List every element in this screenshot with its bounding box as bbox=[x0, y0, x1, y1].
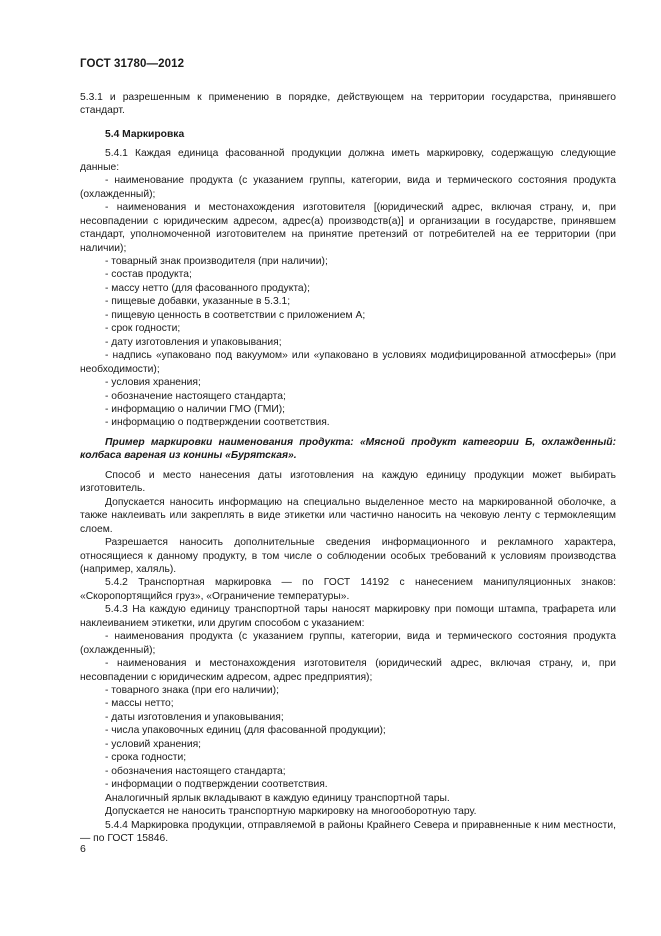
paragraph: - обозначение настоящего стандарта; bbox=[105, 390, 286, 402]
paragraph: - информацию о наличии ГМО (ГМИ); bbox=[105, 403, 286, 415]
paragraph: - дату изготовления и упаковывания; bbox=[105, 336, 282, 348]
paragraph: - товарного знака (при его наличии); bbox=[105, 685, 279, 697]
paragraph: - пищевую ценность в соответствии с приложением А; bbox=[105, 309, 366, 321]
paragraph: - массы нетто; bbox=[105, 698, 174, 710]
paragraph: Способ и место нанесения даты изготовления на каждую единицу продукции может выбирать изготовитель. bbox=[80, 469, 616, 495]
section-heading: 5.4 Маркировка bbox=[105, 128, 185, 140]
paragraph: - наименования продукта (с указанием группы, категории, вида и термического состояния продукта (охлажденный); bbox=[80, 631, 616, 656]
paragraph: - наименования и местонахождения изготовителя [(юридический адрес, включая страну, и, при несовпадении с юридическим адресом, адрес(а) производств(а)] и организации в государстве, принявшем стандарт, уполномоченной изготовителем на принятие претензий от потребителей на ее территории (при наличии); bbox=[80, 202, 616, 254]
example-paragraph: Пример маркировки наименования продукта: «Мясной продукт категории Б, охлажденный: колбаса вареная из конины «Бурятская». bbox=[80, 436, 616, 462]
paragraph: - числа упаковочных единиц (для фасованной продукции); bbox=[105, 725, 386, 737]
page-header: ГОСТ 31780—2012 bbox=[80, 58, 185, 70]
paragraph: - даты изготовления и упаковывания; bbox=[105, 711, 284, 723]
paragraph: - информацию о подтверждении соответствия. bbox=[105, 417, 330, 429]
paragraph: - срок годности; bbox=[105, 323, 181, 335]
paragraph: 5.4.2 Транспортная маркировка — по ГОСТ 14192 с нанесением манипуляционных знаков: «Скоропортящийся груз», «Ограничение температуры». bbox=[80, 577, 616, 602]
paragraph: - состав продукта; bbox=[105, 269, 192, 281]
paragraph: - срока годности; bbox=[105, 752, 187, 764]
paragraph: - наименования и местонахождения изготовителя (юридический адрес, включая страну, и, при несовпадении с юридическим адресом, адрес предприятия); bbox=[80, 658, 616, 683]
paragraph: - условий хранения; bbox=[105, 738, 202, 750]
paragraph: 5.4.4 Маркировка продукции, отправляемой в районы Крайнего Севера и приравненные к ним местности, — по ГОСТ 15846. bbox=[80, 819, 616, 845]
paragraph: Допускается наносить информацию на специально выделенное место на маркированной оболочке, а также наклеивать или закреплять в виде этикетки или частично наносить на чековую ленту с термоклеящим слоем. bbox=[80, 496, 616, 535]
paragraph: 5.4.1 Каждая единица фасованной продукции должна иметь маркировку, содержащую следующие данные: bbox=[80, 148, 616, 173]
paragraph: 5.3.1 и разрешенным к применению в порядке, действующем на территории государства, принявшего стандарт. bbox=[80, 92, 616, 117]
paragraph: - товарный знак производителя (при наличии); bbox=[105, 255, 328, 267]
paragraph: - пищевые добавки, указанные в 5.3.1; bbox=[105, 296, 291, 308]
paragraph: 5.4.3 На каждую единицу транспортной тары наносят маркировку при помощи штампа, трафарета или наклеиванием этикетки, или другим способом с указанием: bbox=[80, 604, 616, 629]
paragraph: - условия хранения; bbox=[105, 377, 201, 389]
paragraph: Разрешается наносить дополнительные сведения информационного и рекламного характера, относящиеся к данному продукту, в том числе о соблюдении особых требований к условиям производства (например, халяль). bbox=[80, 537, 616, 575]
document-body bbox=[80, 91, 616, 845]
paragraph: Аналогичный ярлык вкладывают в каждую единицу транспортной тары. bbox=[105, 792, 450, 804]
paragraph: Допускается не наносить транспортную маркировку на многооборотную тару. bbox=[105, 806, 477, 818]
paragraph: - наименование продукта (с указанием группы, категории, вида и термического состояния продукта (охлажденный); bbox=[80, 175, 616, 200]
paragraph: - обозначения настоящего стандарта; bbox=[105, 765, 286, 777]
paragraph: - информации о подтверждении соответствия. bbox=[105, 779, 328, 791]
paragraph: - массу нетто (для фасованного продукта); bbox=[105, 282, 310, 294]
page-number: 6 bbox=[80, 843, 86, 855]
paragraph: - надпись «упаковано под вакуумом» или «упаковано в условиях модифицированной атмосферы» (при необходимости); bbox=[80, 350, 616, 375]
